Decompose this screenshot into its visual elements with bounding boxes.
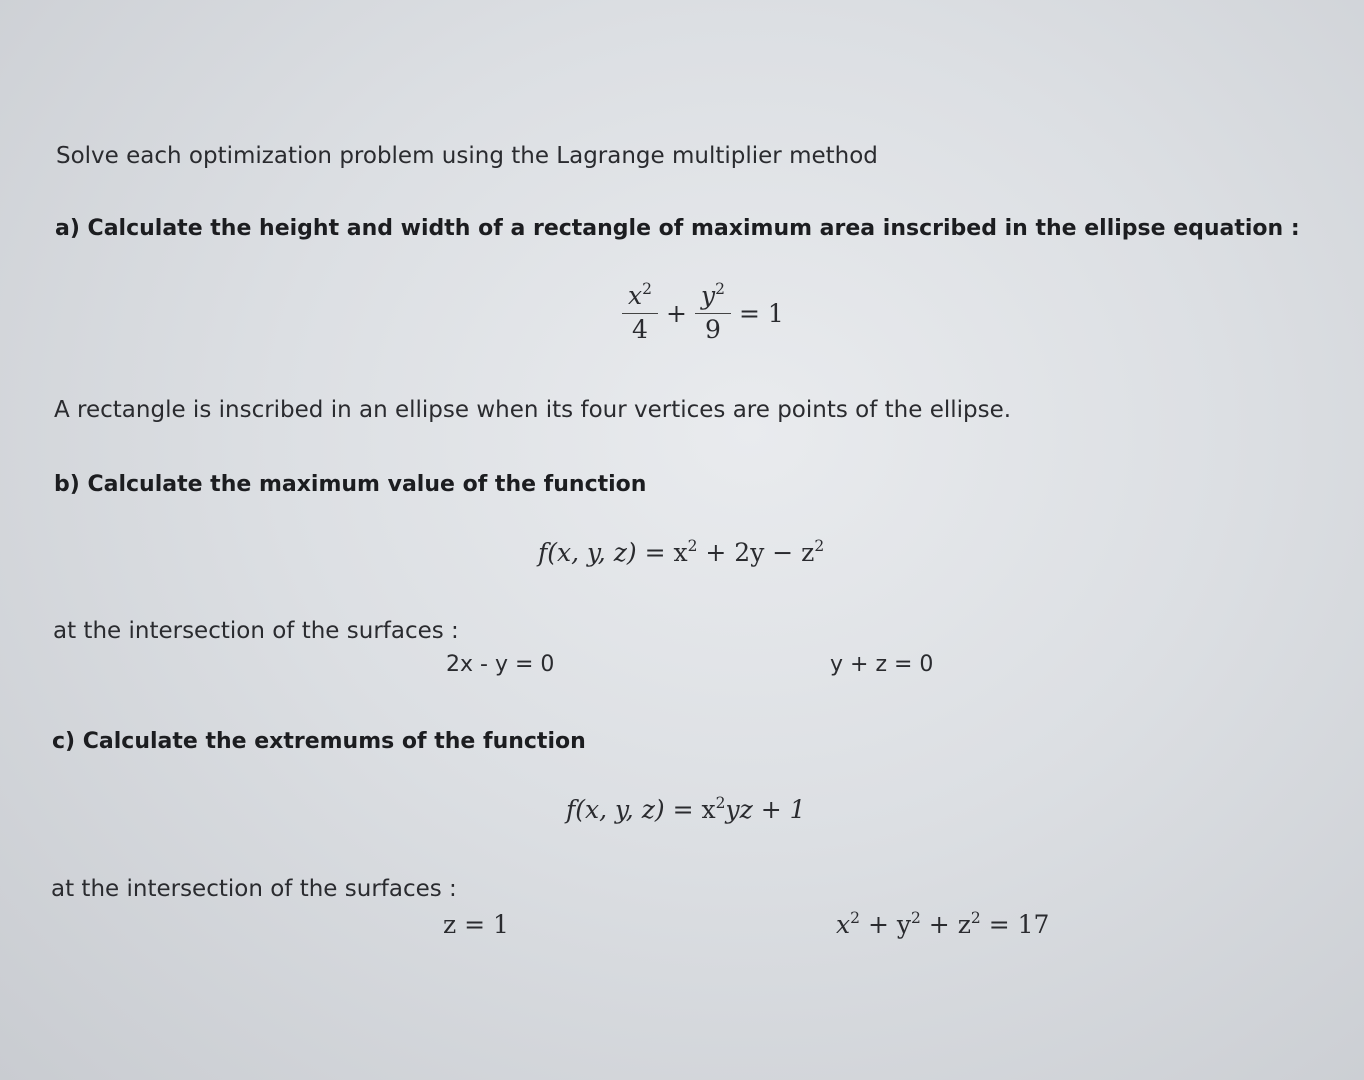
part-c-heading: c) Calculate the extremums of the function <box>52 729 586 754</box>
fraction-y: $\frac{y^2}{9}$ <box>695 282 731 345</box>
part-c-constraint-1: z = 1 <box>443 910 509 939</box>
part-b-surfaces-label: at the intersection of the surfaces : <box>53 618 459 644</box>
part-c-constraint-2: $x^2 + y^2 + z^2 = 17$ <box>836 908 1050 939</box>
part-b-constraint-2: y + z = 0 <box>830 652 934 677</box>
part-b-function: f(x, y, $z) = x^2 + 2y - z^2$ <box>538 536 825 567</box>
part-b-heading: b) Calculate the maximum value of the function <box>54 472 647 497</box>
fraction-x: $\frac{x^2}{4}$ <box>622 282 658 345</box>
part-a-note: A rectangle is inscribed in an ellipse when its four vertices are points of the ellipse. <box>54 397 1012 423</box>
part-b-constraint-1: 2x - y = 0 <box>446 652 555 677</box>
ellipse-equation: $\frac{x^2}{4}$ + $\frac{y^2}{9}$ = 1 <box>620 282 790 345</box>
part-a-heading: a) Calculate the height and width of a rectangle of maximum area inscribed in the ellipse equation : <box>55 216 1300 241</box>
part-c-function: f(x, y, $z) = x^2yz + 1$ <box>566 793 806 824</box>
intro-text: Solve each optimization problem using the Lagrange multiplier method <box>56 143 878 169</box>
part-c-surfaces-label: at the intersection of the surfaces : <box>51 876 457 902</box>
